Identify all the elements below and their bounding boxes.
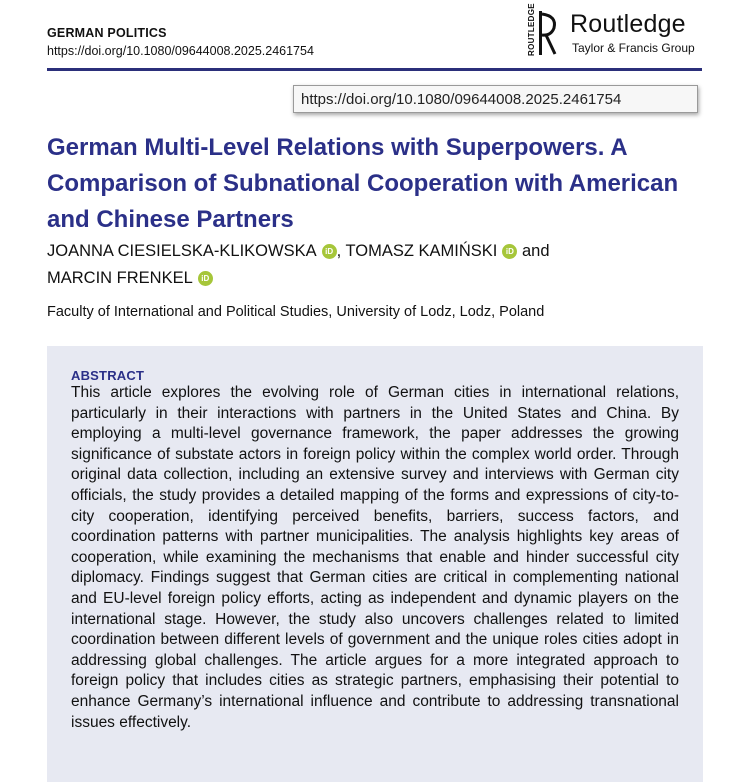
abstract-text: This article explores the evolving role of German cities in international relations, particularly in their interactions with partners in the United States and China. By employing a multi-level governance framework, the paper addresses the growing significance of substate actors in foreign policy within the complex world order. Through original data collection, including an extensive survey and interviews with German city officials, the study provides a detailed mapping of the forms and expressions of city-to-city cooperation, identifying perceived benefits, barriers, success factors, and coordination patterns with partner municipalities. The analysis highlights key areas of cooperation, while examining the mechanisms that enable and hinder successful city diplomacy. Findings suggest that German cities are critical in complementing national and EU-level foreign policy efforts, acting as independent and dynamic players on the international stage. However, the study also uncovers challenges related to limited coordination between different levels of government and the unique roles cities adopt in addressing global challenges. The article argues for a more integrated approach to foreign policy that includes cities as strategic partners, emphasising their potential to enhance Germany’s international influence and contribute to addressing transnational issues effectively. — [71, 384, 679, 731]
routledge-mark-icon — [527, 3, 559, 58]
journal-name: GERMAN POLITICS — [47, 26, 167, 40]
publisher-group: Taylor & Francis Group — [572, 41, 695, 55]
link-tooltip: https://doi.org/10.1080/09644008.2025.2461754 — [293, 85, 698, 113]
author-name: JOANNA CIESIELSKA-KLIKOWSKA — [47, 242, 317, 260]
author-name: MARCIN FRENKEL — [47, 269, 193, 287]
header-rule — [47, 68, 702, 71]
article-title: German Multi-Level Relations with Superpowers. A Comparison of Subnational Cooperation with American and Chinese Partners — [47, 134, 679, 233]
abstract-heading: ABSTRACT — [71, 368, 145, 383]
author-conjunction: and — [521, 242, 550, 260]
author-separator: , — [336, 242, 342, 260]
author-name: TOMASZ KAMIŃSKI — [345, 242, 498, 260]
doi-link[interactable]: https://doi.org/10.1080/09644008.2025.2461754 — [47, 44, 314, 58]
publisher-name: Routledge — [570, 10, 686, 38]
author-list — [47, 238, 687, 292]
routledge-vertical-text: ROUTLEDGE — [527, 3, 536, 56]
orcid-icon[interactable]: iD — [198, 271, 213, 286]
orcid-icon[interactable]: iD — [322, 244, 337, 259]
routledge-r-icon — [527, 3, 559, 58]
abstract-box — [47, 346, 703, 782]
publisher-logo — [527, 3, 712, 60]
orcid-icon[interactable]: iD — [502, 244, 517, 259]
affiliation: Faculty of International and Political Studies, University of Lodz, Lodz, Poland — [47, 304, 545, 320]
